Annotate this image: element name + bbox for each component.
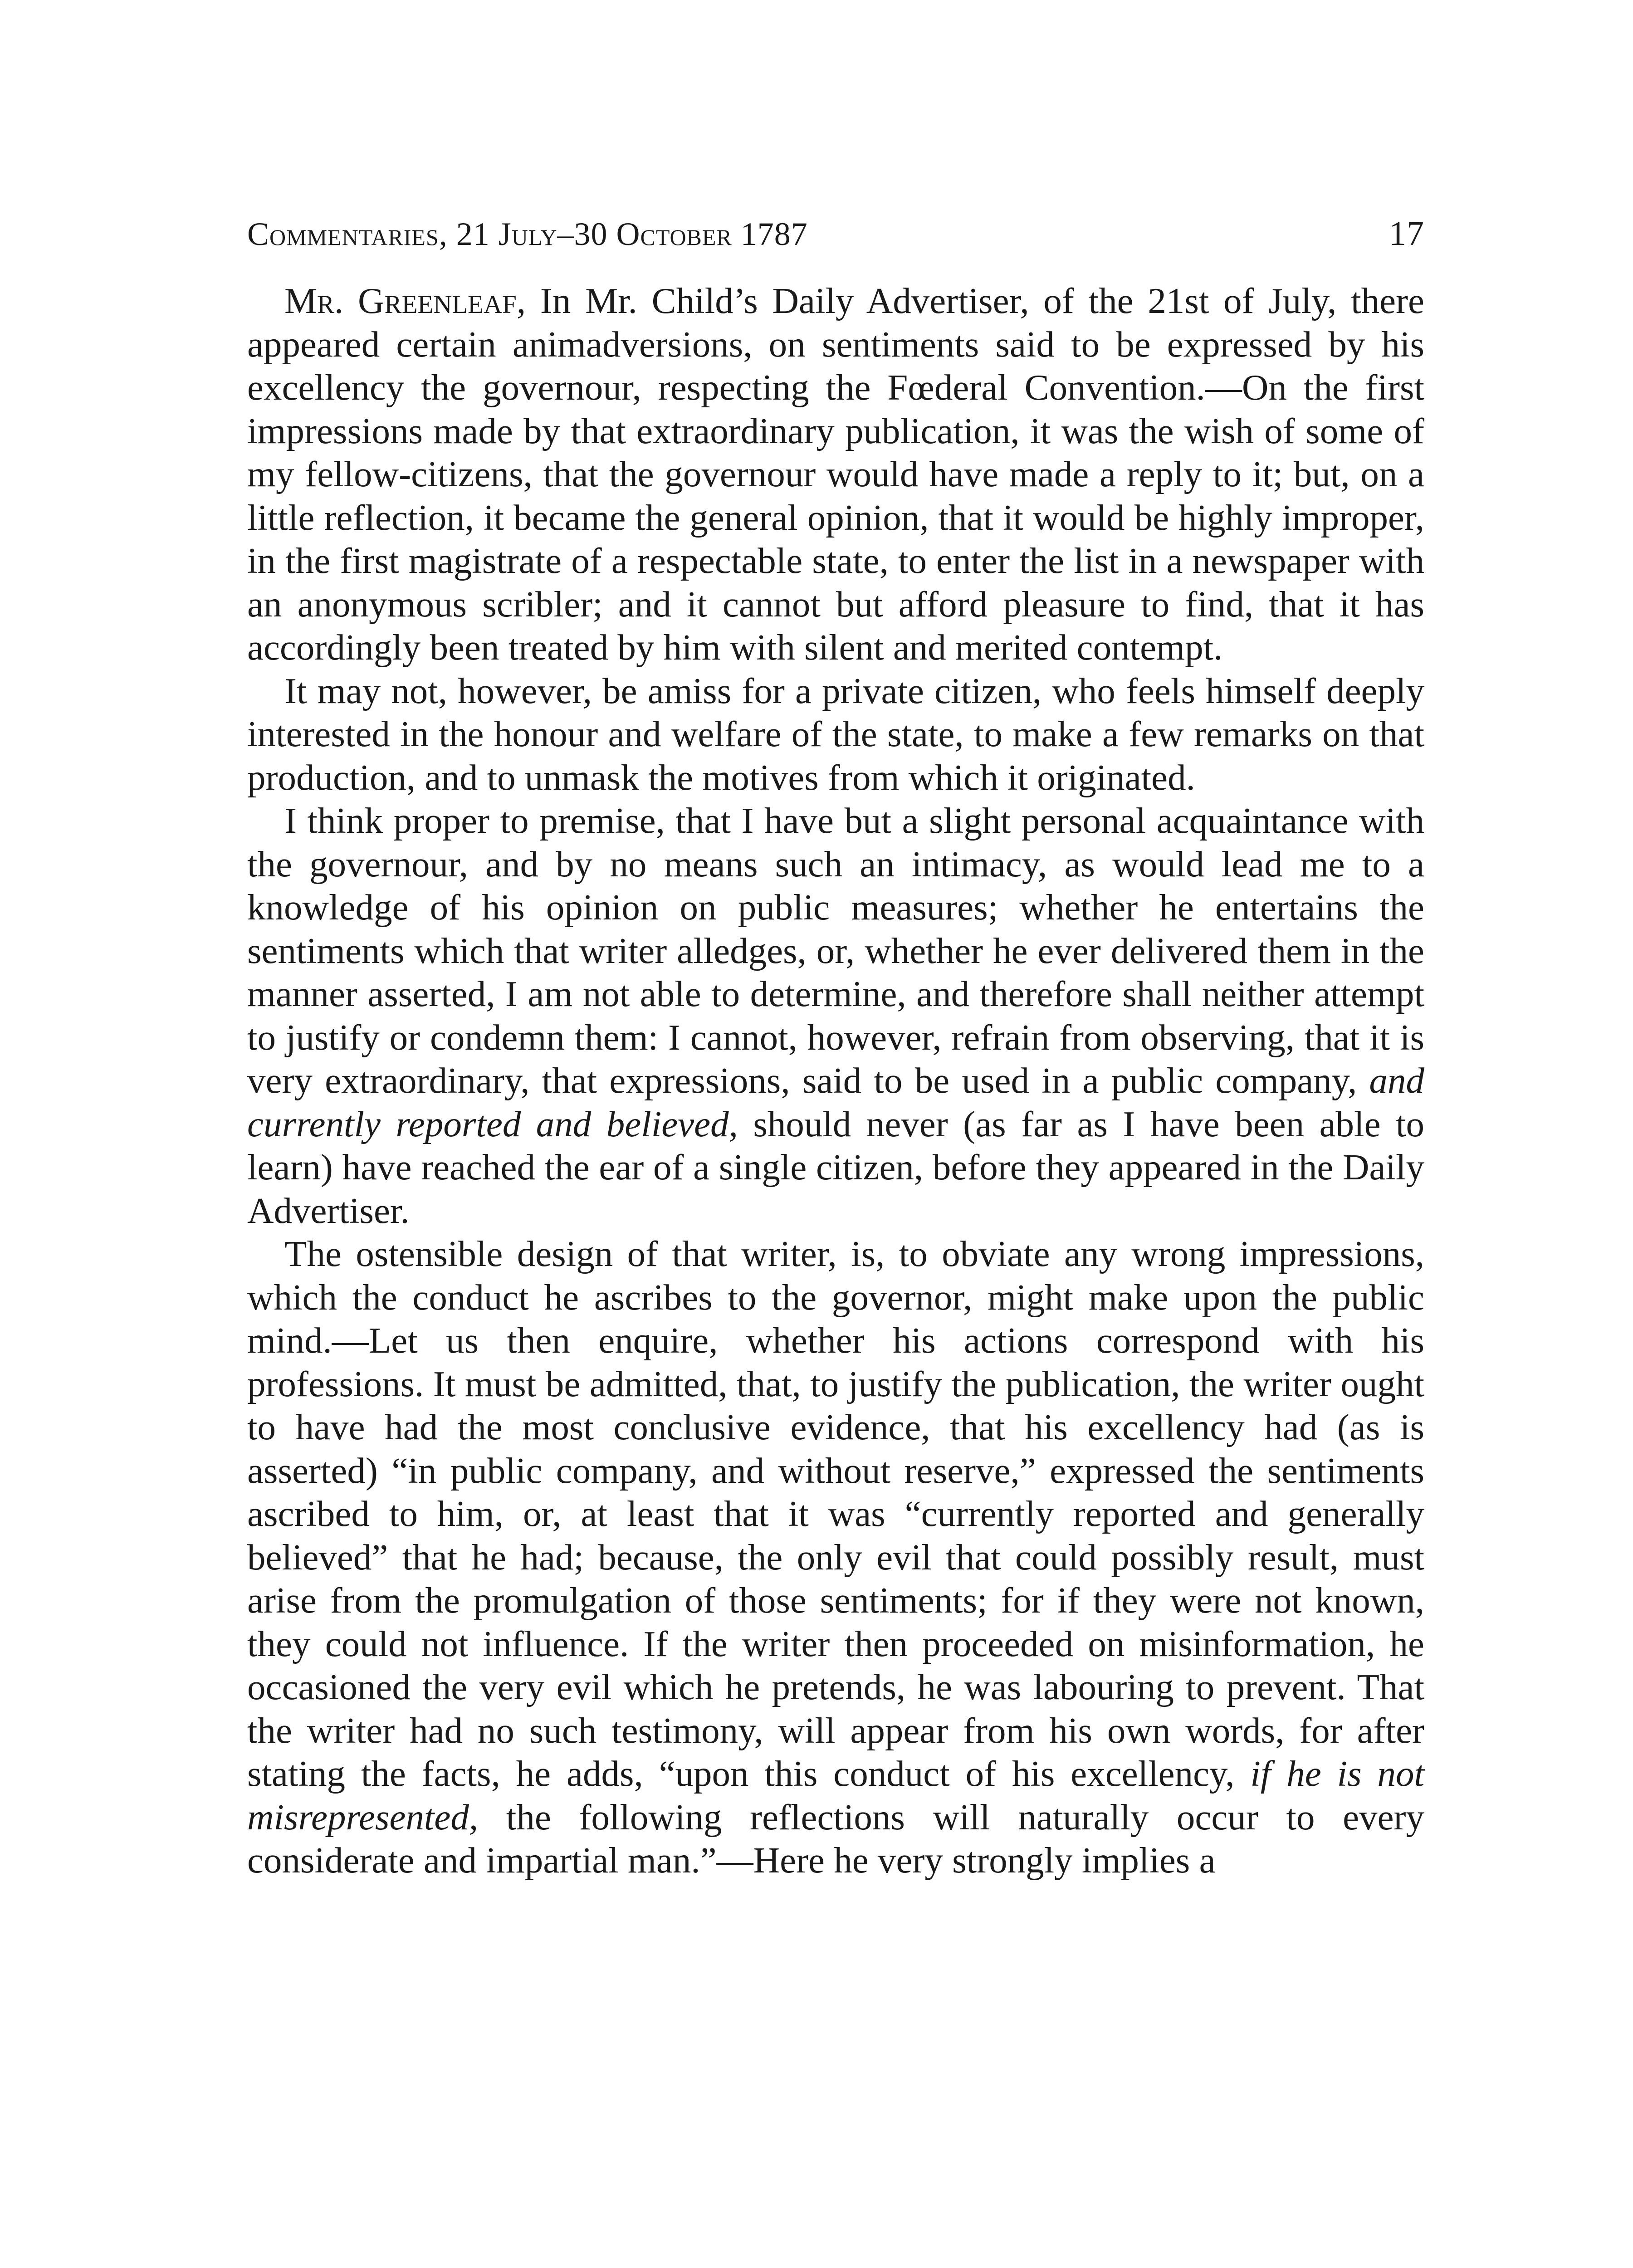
page-number: 17 <box>1389 215 1424 253</box>
paragraph-3 <box>247 799 1424 1232</box>
paragraph-2-text: It may not, however, be amiss for a private citizen, who feels himself deeply interested in the honour and welfare of the state, to make a few remarks on that production, and to unmask the motives from which it originated. <box>247 670 1424 798</box>
paragraph-4-text-b: the following reflections will naturally occur to every considerate and impartial man.”—Here he very strongly implies a <box>247 1796 1424 1881</box>
paragraph-1-text: In Mr. Child’s Daily Advertiser, of the 21st of July, there appeared certain animadversions, on sentiments said to be expressed by his excellency the governour, respecting the Fœderal Convention.—On the first impressions made by that extraordinary publication, it was the wish of some of my fellow-citizens, that the governour would have made a reply to it; but, on a little reflection, it became the general opinion, that it would be highly improper, in the first magistrate of a respectable state, to enter the list in a newspaper with an anonymous scribler; and it cannot but afford pleasure to find, that it has accordingly been treated by him with silent and merited contempt. <box>247 280 1424 668</box>
document-page <box>247 213 1424 1882</box>
paragraph-1 <box>247 279 1424 670</box>
paragraph-3-text-b: should never (as far as I have been able to learn) have reached the ear of a single citizen, before they appeared in the Daily Advertiser. <box>247 1103 1424 1231</box>
running-head <box>247 213 1424 254</box>
paragraph-4-italic: if he is not misrepresented, <box>247 1753 1425 1838</box>
paragraph-3-text-a: I think proper to premise, that I have but a slight personal acquaintance with the governour, and by no means such an intimacy, as would lead me to a knowledge of his opinion on public measures; whether he entertains the sentiments which that writer alledges, or, whether he ever delivered them in the manner asserted, I am not able to determine, and therefore shall neither attempt to justify or condemn them: I cannot, however, refrain from observing, that it is very extraordinary, that expressions, said to be used in a public company, <box>247 800 1424 1101</box>
paragraph-2 <box>247 670 1424 800</box>
body-text <box>247 279 1424 1882</box>
paragraph-4-text-a: The ostensible design of that writer, is, to obviate any wrong impressions, which the conduct he ascribes to the governor, might make upon the public mind.—Let us then enquire, whether his actions correspond with his professions. It must be admitted, that, to justify the publication, the writer ought to have had the most conclusive evidence, that his excellency had (as is asserted) “in public company, and without reserve,” expressed the sentiments ascribed to him, or, at least that it was “currently reported and generally believed” that he had; because, the only evil that could possibly result, must arise from the promulgation of those sentiments; for if they were not known, they could not influence. If the writer then proceeded on misinformation, he occasioned the very evil which he pretends, he was labouring to prevent. That the writer had no such testimony, will appear from his own words, for after stating the facts, he adds, “upon this conduct of his excellency, <box>247 1233 1424 1794</box>
salutation: Mr. Greenleaf, <box>284 280 526 321</box>
paragraph-4 <box>247 1232 1424 1882</box>
paragraph-3-italic: and currently reported and believed, <box>247 1060 1424 1144</box>
running-title: Commentaries, 21 July–30 October 1787 <box>247 216 808 252</box>
